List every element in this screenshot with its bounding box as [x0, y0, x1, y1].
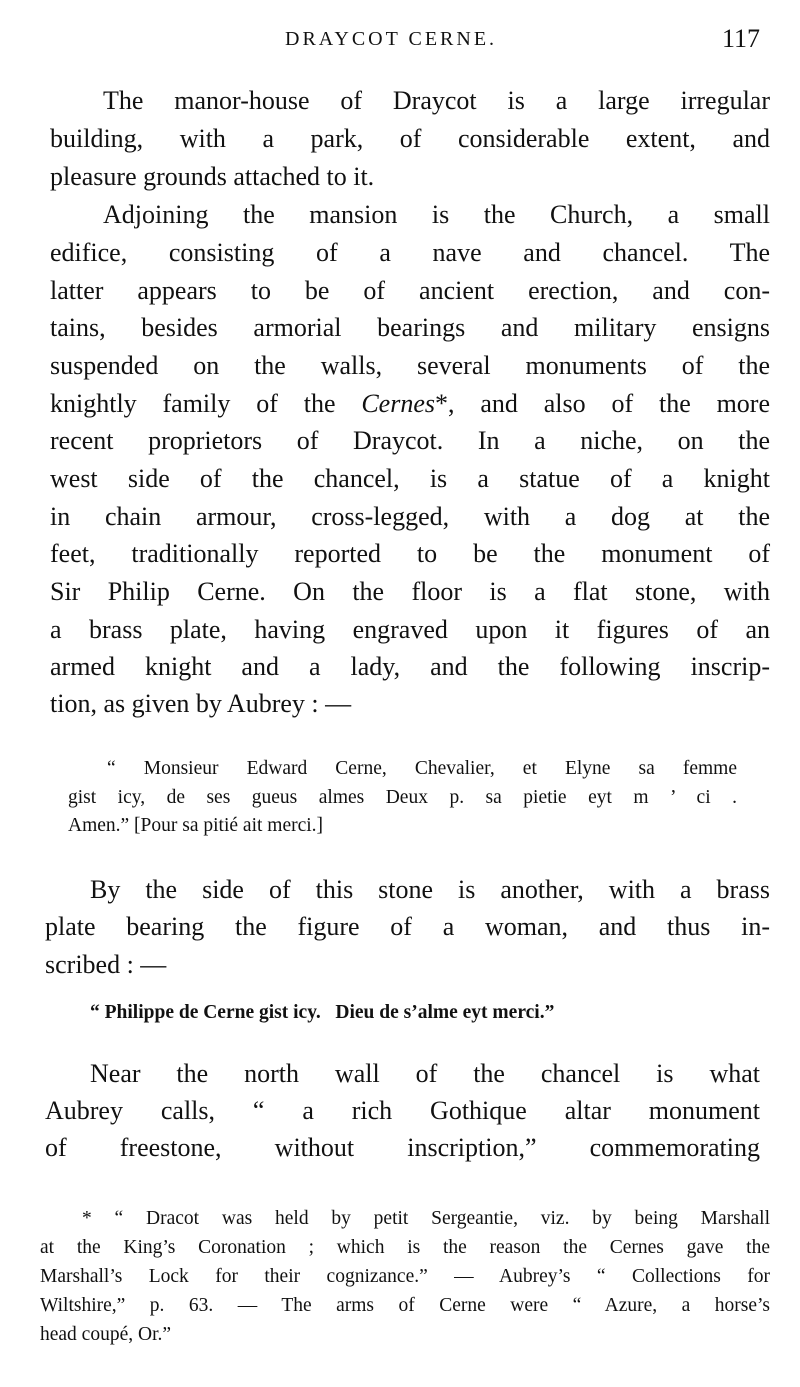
text-line: west side of the chancel, is a statue of a knight: [50, 464, 770, 493]
text-line: pleasure grounds attached to it.: [50, 162, 375, 191]
italic-name: Cernes: [361, 389, 436, 418]
footnote-line: at the King’s Coronation ; which is the reason the Cernes gave the: [40, 1237, 770, 1258]
text-line: Aubrey calls, “ a rich Gothique altar monument: [45, 1096, 760, 1125]
inscription-line: Amen.” [Pour sa pitié ait merci.]: [68, 815, 324, 836]
text-line: Sir Philip Cerne. On the floor is a flat stone, with: [50, 577, 770, 606]
text-line: in chain armour, cross-legged, with a dog at the: [50, 502, 770, 531]
text-line: building, with a park, of considerable extent, and: [50, 124, 770, 153]
inscription-line: “ Monsieur Edward Cerne, Chevalier, et Elyne sa femme: [107, 758, 737, 779]
text-line: [50, 389, 770, 419]
footnote-line: Wiltshire,” p. 63. — The arms of Cerne were “ Azure, a horse’s: [40, 1295, 770, 1316]
text-line: edifice, consisting of a nave and chancel. The: [50, 238, 770, 267]
page-number: 117: [722, 24, 761, 53]
text-line: armed knight and a lady, and the following inscrip-: [50, 652, 770, 681]
text-line: plate bearing the figure of a woman, and thus in-: [45, 912, 770, 941]
footnote-line: head coupé, Or.”: [40, 1324, 172, 1345]
text-line: recent proprietors of Draycot. In a niche, on the: [50, 426, 770, 455]
text-line: tion, as given by Aubrey : —: [50, 689, 352, 718]
text-span: *, and also of the more: [435, 389, 770, 418]
footnote-line: Marshall’s Lock for their cognizance.” — Aubrey’s “ Collections for: [40, 1266, 770, 1287]
text-line: a brass plate, having engraved upon it figures of an: [50, 615, 770, 644]
text-line: latter appears to be of ancient erection, and con-: [50, 276, 770, 305]
text-line: Near the north wall of the chancel is what: [90, 1059, 760, 1088]
inscription-line: gist icy, de ses gueus almes Deux p. sa pietie eyt m ’ ci .: [68, 787, 737, 808]
inscription-line: “ Philippe de Cerne gist icy. Dieu de s’alme eyt merci.”: [90, 1002, 555, 1023]
text-line: By the side of this stone is another, with a brass: [90, 875, 770, 904]
text-line: of freestone, without inscription,” commemorating: [45, 1133, 760, 1162]
text-line: tains, besides armorial bearings and military ensigns: [50, 313, 770, 342]
text-line: feet, traditionally reported to be the monument of: [50, 539, 770, 568]
text-line: Adjoining the mansion is the Church, a small: [103, 200, 770, 229]
text-line: scribed : —: [45, 950, 167, 979]
text-line: The manor-house of Draycot is a large irregular: [103, 86, 770, 115]
running-head: DRAYCOT CERNE.: [285, 28, 498, 50]
text-span: knightly family of the: [50, 389, 362, 418]
text-line: suspended on the walls, several monuments of the: [50, 351, 770, 380]
footnote-line: * “ Dracot was held by petit Sergeantie, viz. by being Marshall: [82, 1208, 770, 1229]
